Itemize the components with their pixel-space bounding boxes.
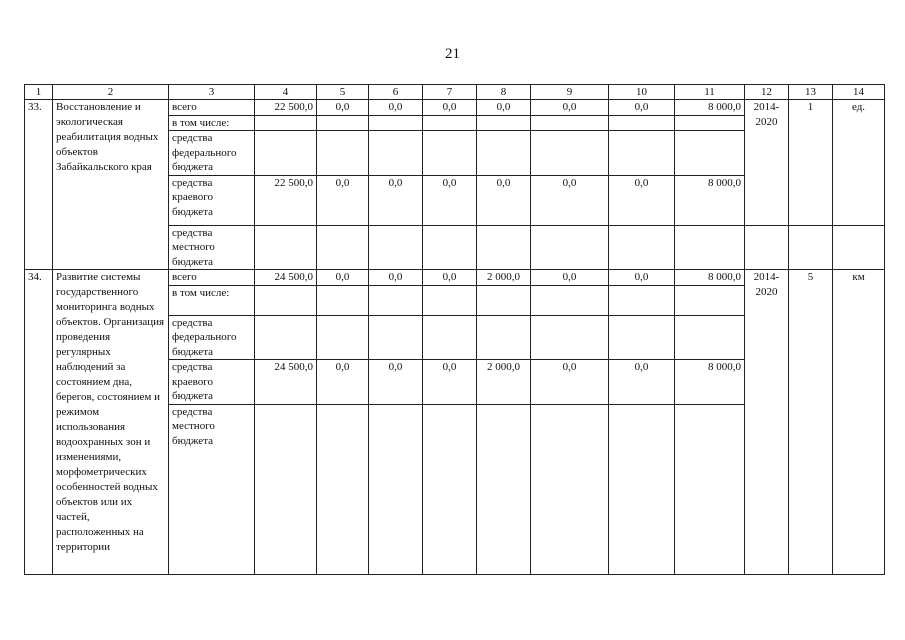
value-cell: 0,0 bbox=[609, 100, 675, 116]
value-cell: 8 000,0 bbox=[675, 270, 745, 286]
col-header: 4 bbox=[255, 85, 317, 100]
value-cell bbox=[745, 225, 789, 270]
col-header: 5 bbox=[317, 85, 369, 100]
program-measures-table bbox=[24, 84, 885, 575]
period-cell: 2014-2020 bbox=[745, 100, 789, 226]
value-cell bbox=[477, 131, 531, 176]
unit-cell: км bbox=[833, 270, 885, 575]
value-cell bbox=[609, 131, 675, 176]
col-header: 9 bbox=[531, 85, 609, 100]
col-header: 1 bbox=[25, 85, 53, 100]
value-cell bbox=[609, 285, 675, 315]
value-cell bbox=[317, 115, 369, 131]
value-cell: 0,0 bbox=[423, 100, 477, 116]
value-cell: 0,0 bbox=[369, 270, 423, 286]
value-cell bbox=[609, 225, 675, 270]
value-cell bbox=[531, 131, 609, 176]
value-cell: 0,0 bbox=[531, 360, 609, 405]
value-cell: 0,0 bbox=[609, 175, 675, 225]
value-cell: 2 000,0 bbox=[477, 270, 531, 286]
table-row bbox=[25, 100, 885, 116]
quantity-cell: 1 bbox=[789, 100, 833, 226]
period-cell: 2014-2020 bbox=[745, 270, 789, 575]
value-cell bbox=[531, 225, 609, 270]
funding-source: средства местного бюджета bbox=[169, 225, 255, 270]
value-cell bbox=[833, 225, 885, 270]
value-cell bbox=[675, 115, 745, 131]
value-cell bbox=[675, 285, 745, 315]
value-cell: 0,0 bbox=[531, 270, 609, 286]
value-cell bbox=[317, 225, 369, 270]
funding-source: средства местного бюджета bbox=[169, 404, 255, 574]
value-cell bbox=[531, 115, 609, 131]
value-cell bbox=[369, 225, 423, 270]
value-cell bbox=[789, 225, 833, 270]
col-header: 7 bbox=[423, 85, 477, 100]
value-cell bbox=[477, 404, 531, 574]
value-cell bbox=[369, 315, 423, 360]
measure-name: Восстановление и экологическая реабилитация водных объектов Забайкальского края bbox=[53, 100, 169, 270]
unit-cell: ед. bbox=[833, 100, 885, 226]
value-cell bbox=[423, 115, 477, 131]
value-cell bbox=[255, 315, 317, 360]
value-cell bbox=[531, 404, 609, 574]
funding-source: в том числе: bbox=[169, 285, 255, 315]
value-cell bbox=[423, 225, 477, 270]
page-number: 21 bbox=[445, 46, 460, 62]
value-cell: 0,0 bbox=[609, 270, 675, 286]
value-cell bbox=[675, 315, 745, 360]
value-cell bbox=[255, 131, 317, 176]
value-cell: 0,0 bbox=[531, 100, 609, 116]
col-header: 14 bbox=[833, 85, 885, 100]
value-cell bbox=[255, 404, 317, 574]
value-cell: 0,0 bbox=[317, 175, 369, 225]
value-cell bbox=[477, 115, 531, 131]
value-cell bbox=[423, 315, 477, 360]
quantity-cell: 5 bbox=[789, 270, 833, 575]
value-cell bbox=[423, 285, 477, 315]
value-cell: 0,0 bbox=[369, 175, 423, 225]
column-number-row bbox=[25, 85, 885, 100]
col-header: 12 bbox=[745, 85, 789, 100]
funding-source: средства федерального бюджета bbox=[169, 131, 255, 176]
value-cell bbox=[609, 115, 675, 131]
value-cell bbox=[317, 315, 369, 360]
value-cell bbox=[477, 225, 531, 270]
value-cell: 0,0 bbox=[317, 270, 369, 286]
col-header: 8 bbox=[477, 85, 531, 100]
funding-source: в том числе: bbox=[169, 115, 255, 131]
value-cell: 0,0 bbox=[609, 360, 675, 405]
funding-source: средства краевого бюджета bbox=[169, 360, 255, 405]
value-cell: 0,0 bbox=[423, 175, 477, 225]
funding-source: средства краевого бюджета bbox=[169, 175, 255, 225]
row-number: 33. bbox=[25, 100, 53, 270]
value-cell bbox=[255, 115, 317, 131]
value-cell: 24 500,0 bbox=[255, 360, 317, 405]
value-cell: 8 000,0 bbox=[675, 360, 745, 405]
measure-name: Развитие системы государственного мониторинга водных объектов. Организация проведения регулярных наблюдений за состоянием дна, берегов, состоянием и режимом использования водоохранных зон и изменениями, морфометрических особенностей водных объектов или их частей, расположенных на территории bbox=[53, 270, 169, 575]
value-cell: 0,0 bbox=[531, 175, 609, 225]
value-cell bbox=[477, 315, 531, 360]
value-cell bbox=[675, 225, 745, 270]
value-cell bbox=[423, 404, 477, 574]
value-cell bbox=[609, 404, 675, 574]
col-header: 13 bbox=[789, 85, 833, 100]
value-cell bbox=[477, 285, 531, 315]
value-cell: 0,0 bbox=[317, 360, 369, 405]
value-cell: 22 500,0 bbox=[255, 175, 317, 225]
value-cell: 8 000,0 bbox=[675, 175, 745, 225]
value-cell bbox=[369, 131, 423, 176]
col-header: 3 bbox=[169, 85, 255, 100]
value-cell: 0,0 bbox=[317, 100, 369, 116]
value-cell bbox=[423, 131, 477, 176]
value-cell bbox=[255, 225, 317, 270]
value-cell bbox=[675, 131, 745, 176]
value-cell: 22 500,0 bbox=[255, 100, 317, 116]
value-cell: 0,0 bbox=[477, 100, 531, 116]
value-cell: 0,0 bbox=[369, 100, 423, 116]
value-cell bbox=[531, 285, 609, 315]
value-cell bbox=[675, 404, 745, 574]
value-cell bbox=[369, 285, 423, 315]
value-cell bbox=[317, 285, 369, 315]
funding-source: всего bbox=[169, 270, 255, 286]
value-cell bbox=[255, 285, 317, 315]
value-cell bbox=[317, 404, 369, 574]
value-cell: 0,0 bbox=[423, 270, 477, 286]
funding-source: всего bbox=[169, 100, 255, 116]
value-cell bbox=[369, 404, 423, 574]
value-cell: 0,0 bbox=[423, 360, 477, 405]
value-cell bbox=[317, 131, 369, 176]
value-cell bbox=[369, 115, 423, 131]
value-cell: 0,0 bbox=[477, 175, 531, 225]
row-number: 34. bbox=[25, 270, 53, 575]
col-header: 2 bbox=[53, 85, 169, 100]
value-cell: 8 000,0 bbox=[675, 100, 745, 116]
value-cell bbox=[609, 315, 675, 360]
value-cell bbox=[531, 315, 609, 360]
funding-source: средства федерального бюджета bbox=[169, 315, 255, 360]
col-header: 11 bbox=[675, 85, 745, 100]
value-cell: 24 500,0 bbox=[255, 270, 317, 286]
col-header: 6 bbox=[369, 85, 423, 100]
col-header: 10 bbox=[609, 85, 675, 100]
value-cell: 2 000,0 bbox=[477, 360, 531, 405]
table-row bbox=[25, 270, 885, 286]
value-cell: 0,0 bbox=[369, 360, 423, 405]
